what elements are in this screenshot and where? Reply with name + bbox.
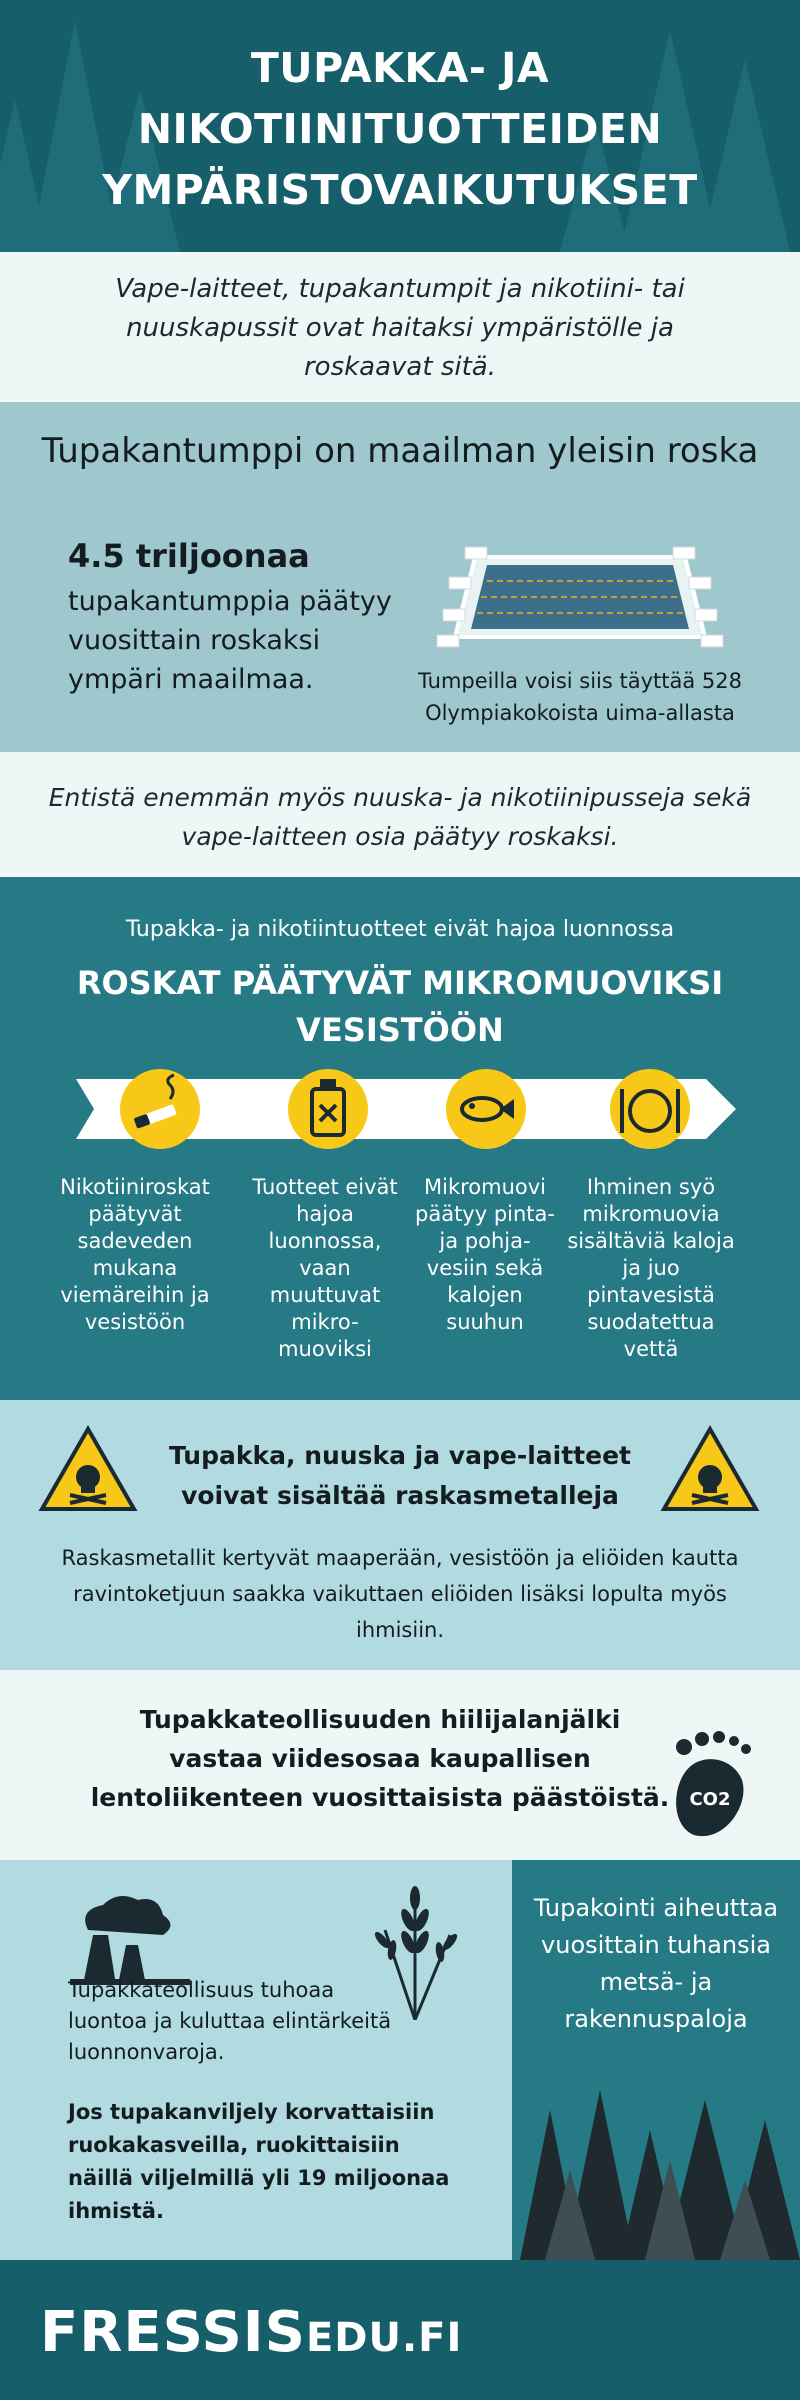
poison-bottle-icon (288, 1069, 368, 1149)
heavy-heading: Tupakka, nuuska ja vape-laitteet voivat sisältää raskasmetalleja (169, 1441, 631, 1510)
butts-heading: Tupakantumppi on maailman yleisin roska (41, 431, 759, 471)
cigarette-icon (120, 1069, 200, 1149)
fires-text: Tupakointi aiheuttaa vuosittain tuhansia metsä- ja rakennuspaloja (533, 1894, 779, 2033)
warning-skull-icon-right (660, 1425, 760, 1515)
factory-icon (68, 1895, 198, 1985)
intro-text: Vape-laitteet, tupakantumpit ja nikotiini- tai nuuskapussit ovat haitaksi ympäristölle ja roskaavat sitä. (115, 274, 685, 382)
heavy-metals-section (0, 1400, 800, 1670)
carbon-text: Tupakkateollisuuden hiilijalanjälki vastaa viidesosaa kaupallisen lentoliikenteen vuosittaisista päästöistä. (90, 1705, 670, 1812)
burning-forest-icon (520, 2090, 800, 2260)
co2-footprint-icon (664, 1725, 764, 1845)
header (0, 0, 800, 252)
logo-edu: EDU.FI (305, 2315, 463, 2361)
more-litter-section (0, 752, 800, 877)
fish-icon (446, 1069, 526, 1149)
more-text: Entistä enemmän myös nuuska- ja nikotiinipusseja sekä vape-laitteen osia päätyy roskaksi. (48, 783, 752, 851)
swimming-pool-icon (435, 537, 725, 657)
butts-caption: Tumpeilla voisi siis täyttää 528 Olympiakokoista uima-allasta (418, 669, 742, 725)
carbon-footprint-section (0, 1670, 800, 1860)
heavy-text: Raskasmetallit kertyvät maaperään, vesistöön ja eliöiden kautta ravintoketjuun saakka vaikuttaen eliöiden lisäksi lopulta myös ihmisiin. (61, 1546, 739, 1642)
plate-icon (610, 1069, 690, 1149)
micro-heading: ROSKAT PÄÄTYVÄT MIKROMUOVIKSI VESISTÖÖN (76, 964, 724, 1049)
intro-section (0, 252, 800, 402)
food-crops-text: Jos tupakanviljely korvattaisiin ruokakasveilla, ruokittaisiin näillä viljelmillä yli 19 miljoonaa ihmistä. (68, 2100, 450, 2223)
microplastics-section (0, 877, 800, 1400)
resources-section (0, 1860, 800, 2260)
cigarette-butts-section (0, 402, 800, 752)
resources-text: Tupakkateollisuus tuhoaa luontoa ja kuluttaa elintärkeitä luonnonvaroja. (68, 1978, 392, 2064)
fressis-logo[interactable] (40, 2300, 462, 2365)
step-1-label: Nikotiiniroskat päätyvät sadeveden mukana viemäreihin ja vesistöön (60, 1175, 210, 1334)
step-3-label: Mikromuovi päätyy pinta- ja pohja-vesiin sekä kalojen suuhun (415, 1175, 555, 1334)
logo-main: FRESSIS (40, 2300, 306, 2365)
page-title: TUPAKKA- JA NIKOTIINITUOTTEIDEN YMPÄRISTOVAIKUTUKSET (102, 44, 698, 214)
co2-label: CO2 (689, 1789, 731, 1810)
butts-big-number: 4.5 triljoonaa (68, 537, 310, 575)
step-4-label: Ihminen syö mikromuovia sisältäviä kaloja ja juo pintavesistä suodatettua vettä (567, 1175, 735, 1361)
warning-skull-icon (38, 1425, 138, 1515)
footer (0, 2260, 800, 2400)
micro-subtitle: Tupakka- ja nikotiintuotteet eivät hajoa luonnossa (125, 917, 675, 942)
butts-text: tupakantumppia päätyy vuosittain roskaksi ympäri maailmaa. (68, 586, 392, 695)
step-2-label: Tuotteet eivät hajoa luonnossa, vaan muuttuvat mikro-muoviksi (252, 1175, 398, 1361)
